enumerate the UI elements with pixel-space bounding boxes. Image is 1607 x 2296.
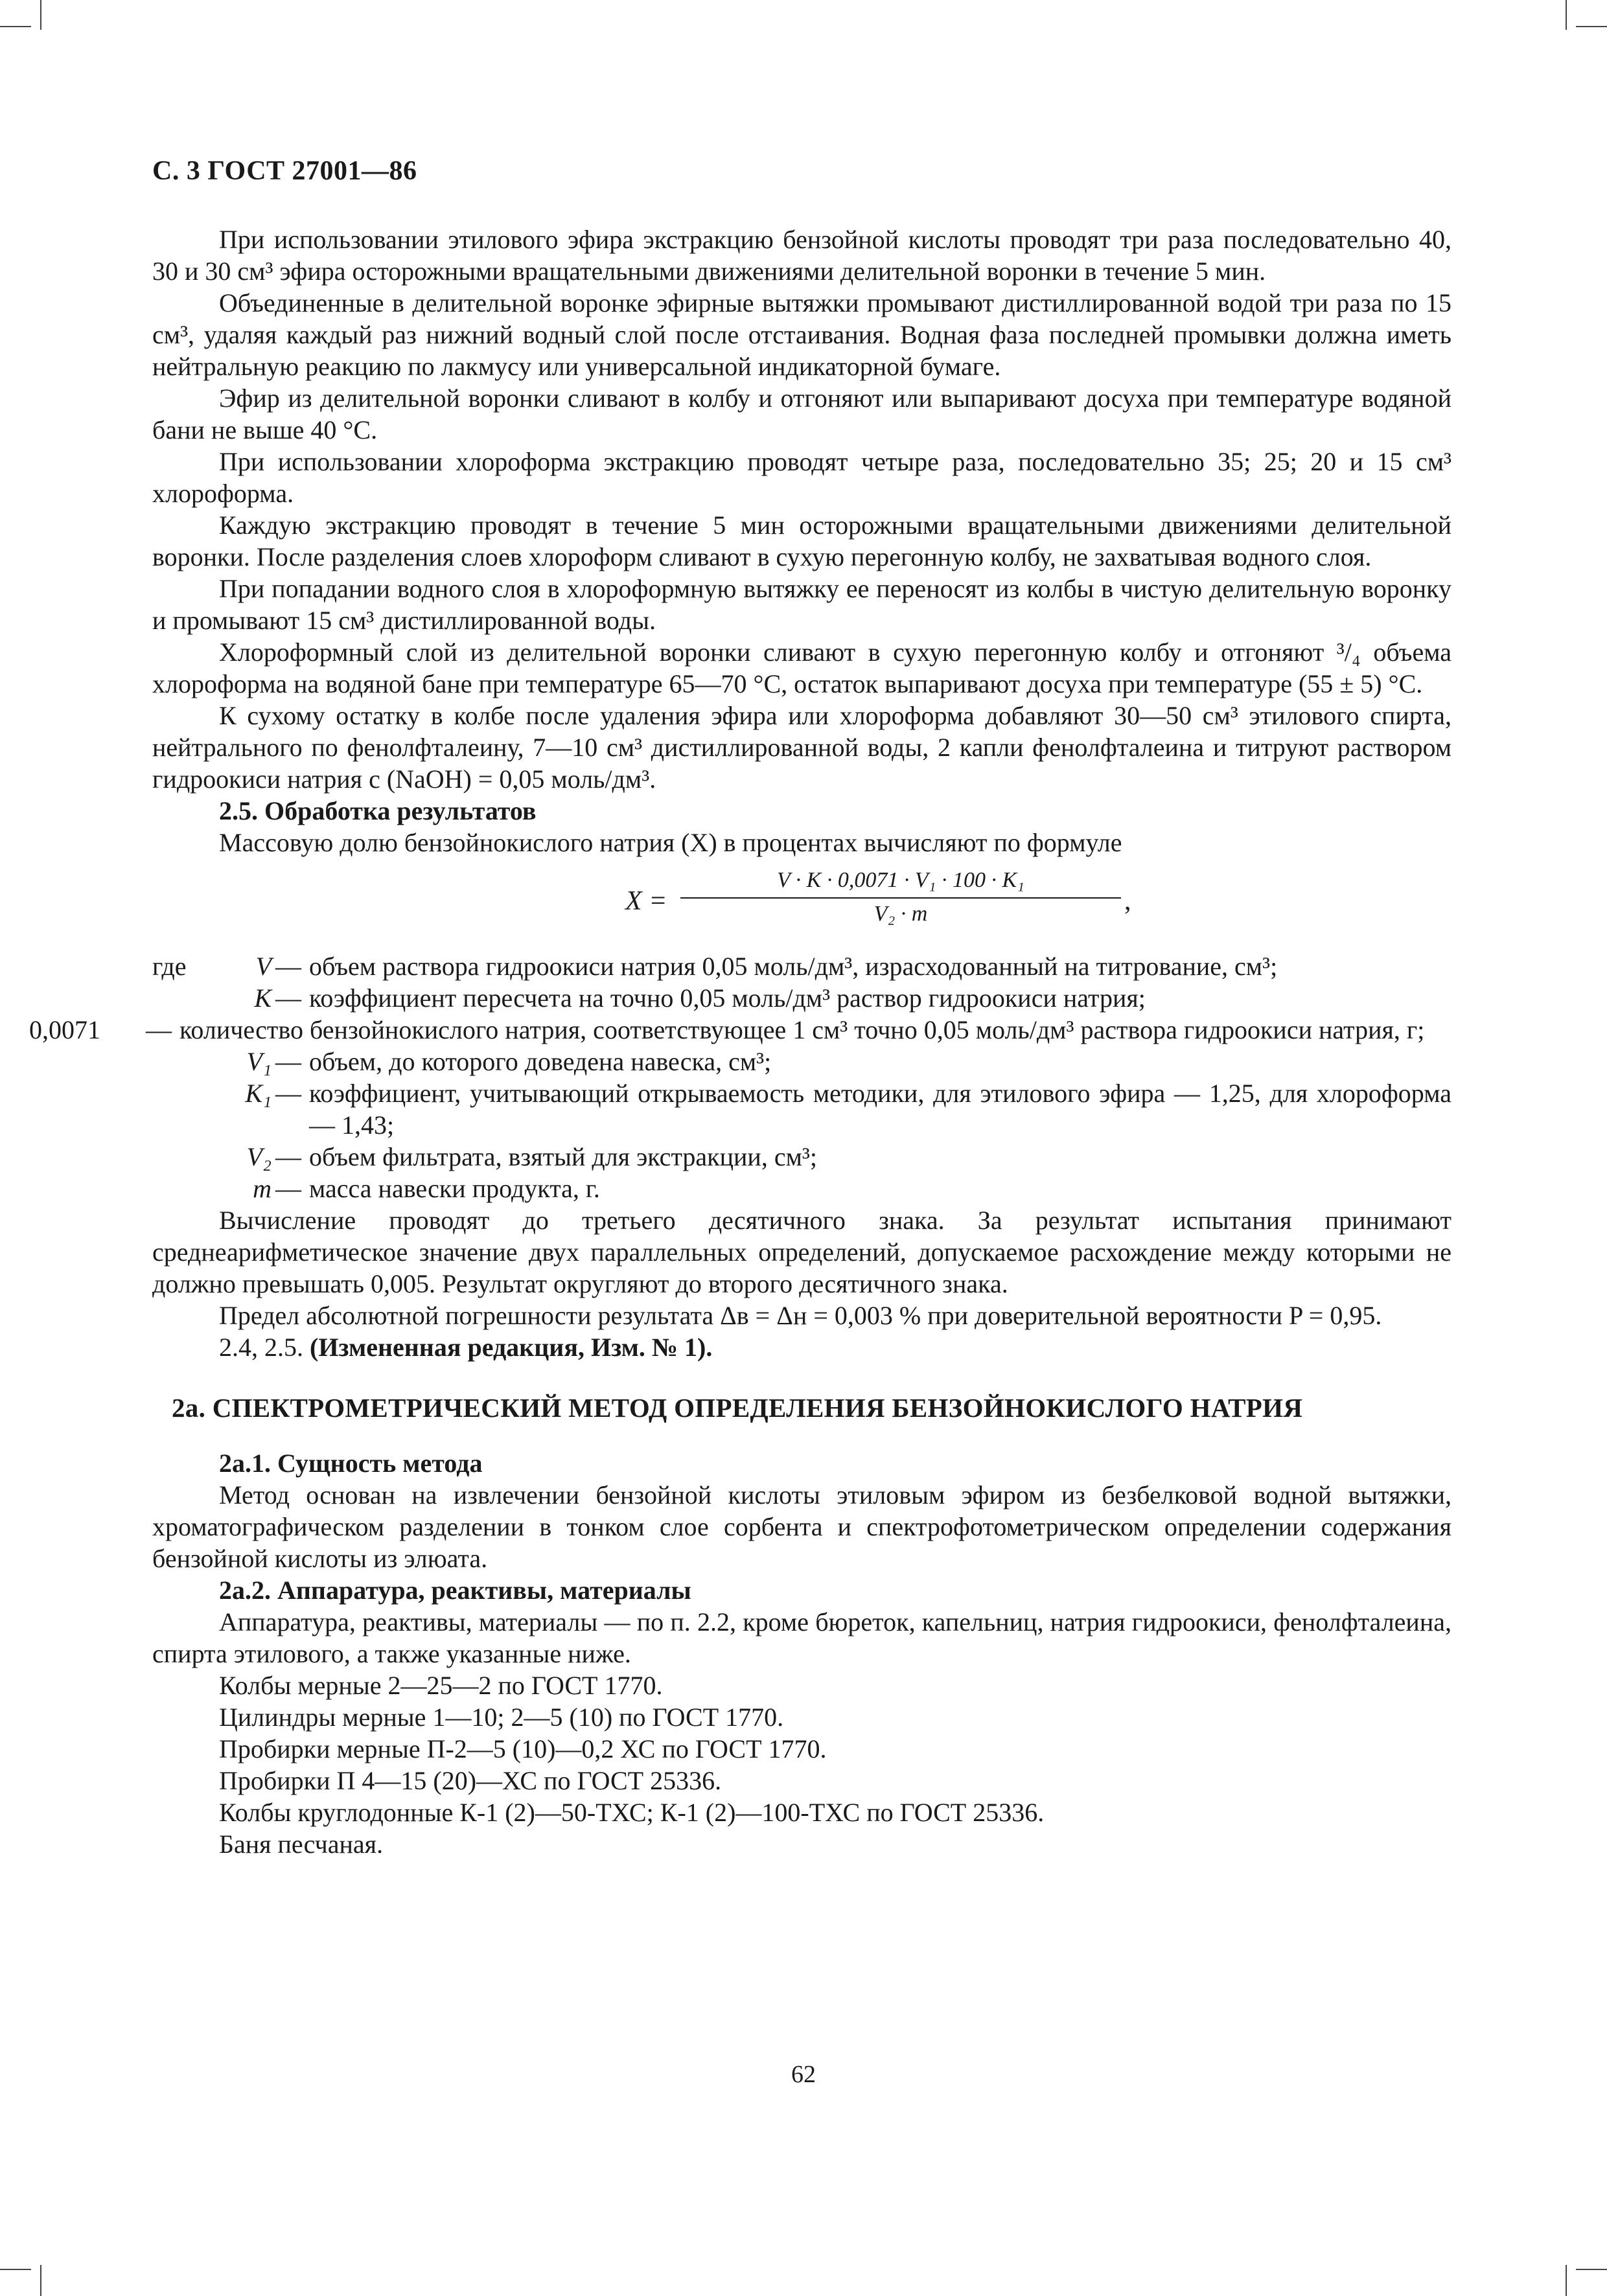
definition-desc: коэффициент пересчета на точно 0,05 моль/дм³ раствор гидроокиси натрия; xyxy=(309,983,1146,1013)
subsection-2a2-text: Аппаратура, реактивы, материалы — по п. 2.2, кроме бюреток, капельниц, натрия гидроокиси, фенолфталеина, спирта этилового, а также указанные ниже. xyxy=(152,1607,1451,1668)
definition-desc: количество бензойнокислого натрия, соответствующее 1 см³ точно 0,05 моль/дм³ раствора гидроокиси натрия, г; xyxy=(179,1015,1425,1044)
definition-term: m xyxy=(253,1174,272,1203)
section-2-5-intro: Массовую долю бензойнокислого натрия (X) в процентах вычисляют по формуле xyxy=(219,828,1122,857)
equipment-item: Пробирки мерные П-2—5 (10)—0,2 ХС по ГОСТ 1770. xyxy=(219,1734,827,1763)
crop-mark-bottom-left-v xyxy=(40,2265,41,2296)
paragraph-calculation: Вычисление проводят до третьего десятичного знака. За результат испытания принимают среднеарифметическое значение двух параллельных определений, допускаемое расхождение между которыми не должно превышать 0,005. Результат округляют до второго десятичного знака. xyxy=(152,1206,1451,1298)
definition-desc: объем раствора гидроокиси натрия 0,05 моль/дм³, израсходованный на титрование, см³; xyxy=(309,952,1278,981)
definition-term: V₁ xyxy=(246,1047,272,1076)
equipment-item: Цилиндры мерные 1—10; 2—5 (10) по ГОСТ 1770. xyxy=(219,1703,784,1732)
page-number: 62 xyxy=(791,2061,816,2088)
formula-numerator: V · K · 0,0071 · V₁ · 100 · K₁ xyxy=(680,866,1121,899)
page-content xyxy=(29,224,1451,1860)
formula-trailing-comma: , xyxy=(1124,886,1131,916)
formula-denominator: V₂ · m xyxy=(873,902,928,926)
definition-item: m — масса навески продукта, г. xyxy=(152,1173,1451,1204)
paragraph-chloroform-distill: Хлороформный слой из делительной воронки сливают в сухую перегонную колбу и отгоняют ³/₄ объема хлороформа на водяной бане при температуре 65—70 °С, остаток выпаривают досуха при температуре (55 ± 5) °С. xyxy=(152,637,1451,698)
amendment-bold: (Измененная редакция, Изм. № 1). xyxy=(310,1333,713,1362)
paragraph-chloroform-procedure: Каждую экстракцию проводят в течение 5 мин осторожными вращательными движениями делительной воронки. После разделения слоев хлороформ сливают в сухую перегонную колбу, не захватывая водного слоя. xyxy=(152,511,1451,571)
paragraph-ether-wash: Объединенные в делительной воронке эфирные вытяжки промывают дистиллированной водой три раза по 15 см³, удаляя каждый раз нижний водный слой после отстаивания. Водная фаза последней промывки должна иметь нейтральную реакцию по лакмусу или универсальной индикаторной бумаге. xyxy=(152,288,1451,381)
paragraph-water-layer: При попадании водного слоя в хлороформную вытяжку ее переносят из колбы в чистую делительную воронку и промывают 15 см³ дистиллированной воды. xyxy=(152,574,1451,635)
formula xyxy=(152,864,1451,941)
paragraph-chloroform-extraction: При использовании хлороформа экстракцию проводят четыре раза, последовательно 35; 25; 20 и 15 см³ хлороформа. xyxy=(152,447,1451,508)
definition-desc: объем фильтрата, взятый для экстракции, см³; xyxy=(309,1142,817,1171)
definition-item: V₂ — объем фильтрата, взятый для экстракции, см³; xyxy=(152,1141,1451,1173)
definition-item: V — объем раствора гидроокиси натрия 0,05 моль/дм³, израсходованный на титрование, см³; xyxy=(152,950,1451,982)
variable-definitions xyxy=(29,950,1451,1204)
definition-item: V₁ — объем, до которого доведена навеска, см³; xyxy=(152,1046,1451,1077)
subsection-2a1-text: Метод основан на извлечении бензойной кислоты этиловым эфиром из безбелковой водной вытяжки, хроматографическом разделении в тонком слое сорбента и спектрофотометрическом определении содержания бензойной кислоты из элюата. xyxy=(152,1480,1451,1573)
definition-term: V xyxy=(255,952,272,981)
paragraph-ether-extraction: При использовании этилового эфира экстракцию бензойной кислоты проводят три раза последовательно 40, 30 и 30 см³ эфира осторожными вращательными движениями делительной воронки в течение 5 мин. xyxy=(152,225,1451,286)
subsection-2a1-title: 2а.1. Сущность метода xyxy=(219,1449,483,1478)
definition-term: K₁ xyxy=(245,1079,272,1108)
crop-mark-bottom-left-h xyxy=(0,2269,31,2270)
section-2-5-title: 2.5. Обработка результатов xyxy=(219,796,537,825)
page-header: С. 3 ГОСТ 27001—86 xyxy=(152,156,417,186)
definition-item: 0,0071 — количество бензойнокислого натрия, соответствующее 1 см³ точно 0,05 моль/дм³ раствора гидроокиси натрия, г; xyxy=(29,1014,1451,1046)
definition-term: K xyxy=(254,983,272,1013)
formula-lhs: X = xyxy=(625,886,667,916)
equipment-item: Пробирки П 4—15 (20)—ХС по ГОСТ 25336. xyxy=(219,1766,722,1795)
equipment-item: Колбы мерные 2—25—2 по ГОСТ 1770. xyxy=(219,1671,663,1700)
amendment-note xyxy=(152,1331,1451,1363)
crop-mark-bottom-right-h xyxy=(1576,2269,1607,2270)
section-2a-title: 2а. СПЕКТРОМЕТРИЧЕСКИЙ МЕТОД ОПРЕДЕЛЕНИЯ БЕНЗОЙНОКИСЛОГО НАТРИЯ xyxy=(172,1393,1303,1423)
paragraph-titration: К сухому остатку в колбе после удаления эфира или хлороформа добавляют 30—50 см³ этилового спирта, нейтрального по фенолфталеину, 7—10 см³ дистиллированной воды, 2 капли фенолфталеина и титруют раствором гидроокиси натрия c (NaOH) = 0,05 моль/дм³. xyxy=(152,701,1451,794)
crop-mark-bottom-right-v xyxy=(1566,2265,1567,2296)
crop-mark-top-left-v xyxy=(40,0,41,30)
crop-mark-top-right-v xyxy=(1566,0,1567,30)
definition-desc: объем, до которого доведена навеска, см³; xyxy=(309,1047,772,1076)
equipment-item: Колбы круглодонные К-1 (2)—50-ТХС; К-1 (2)—100-ТХС по ГОСТ 25336. xyxy=(219,1798,1045,1827)
crop-mark-top-left-h xyxy=(0,26,31,27)
formula-fraction xyxy=(680,866,1121,930)
equipment-item: Баня песчаная. xyxy=(219,1830,384,1859)
subsection-2a2-title: 2а.2. Аппаратура, реактивы, материалы xyxy=(219,1576,691,1605)
definition-desc: коэффициент, учитывающий открываемость методики, для этилового эфира — 1,25, для хлороформа — 1,43; xyxy=(309,1079,1451,1140)
paragraph-ether-distill: Эфир из делительной воронки сливают в колбу и отгоняют или выпаривают досуха при температуре водяной бани не выше 40 °С. xyxy=(152,384,1451,444)
amendment-prefix: 2.4, 2.5. xyxy=(219,1333,303,1362)
where-label: где xyxy=(152,952,187,981)
paragraph-error-limit: Предел абсолютной погрешности результата Δв = Δн = 0,003 % при доверительной вероятности P = 0,95. xyxy=(219,1301,1382,1330)
definition-term: V₂ xyxy=(246,1142,272,1171)
crop-mark-top-right-h xyxy=(1576,26,1607,27)
definition-item: K₁ — коэффициент, учитывающий открываемость методики, для этилового эфира — 1,25, для хлороформа — 1,43; xyxy=(152,1077,1451,1141)
definition-item: K — коэффициент пересчета на точно 0,05 моль/дм³ раствор гидроокиси натрия; xyxy=(152,982,1451,1014)
definition-term: 0,0071 xyxy=(29,1015,100,1044)
definition-desc: масса навески продукта, г. xyxy=(309,1174,600,1203)
